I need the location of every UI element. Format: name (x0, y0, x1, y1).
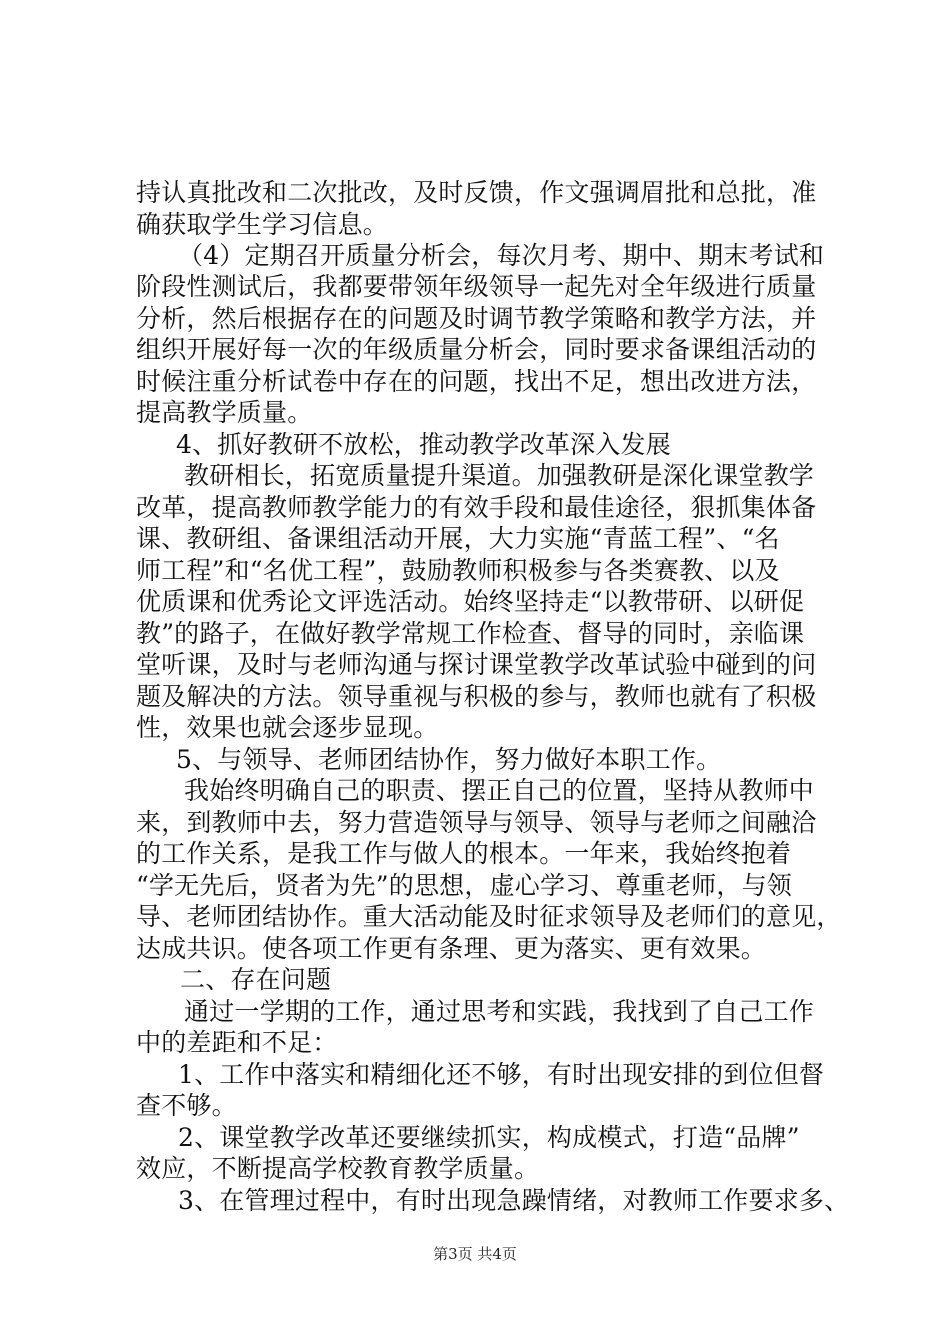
text-line: 组织开展好每一次的年级质量分析会，同时要求备课组活动的 (136, 335, 817, 364)
text-line: “学无先后，贤者为先”的思想，虚心学习、尊重老师，与领 (136, 871, 792, 900)
text-line: 中的差距和不足： (136, 1028, 338, 1057)
text-line: 达成共识。使各项工作更有条理、更为落实、更有效果。 (136, 934, 767, 963)
text-line: 优质课和优秀论文评选活动。始终坚持走“以教带研、以研促 (136, 587, 805, 616)
list-item: 1、工作中落实和精细化还不够，有时出现安排的到位但督 (178, 1060, 825, 1089)
text-line: 的工作关系，是我工作与做人的根本。一年来，我始终抱着 (136, 839, 792, 868)
text-line: 教研相长，拓宽质量提升渠道。加强教研是深化课堂教学 (184, 461, 815, 490)
text-line: 课、教研组、备课组活动开展，大力实施“青蓝工程”、“名 (136, 524, 780, 553)
text-line: 阶段性测试后，我都要带领年级领导一起先对全年级进行质量 (136, 272, 817, 301)
section-heading: 4、抓好教研不放松，推动教学改革深入发展 (176, 430, 671, 459)
text-line: 持认真批改和二次批改，及时反馈，作文强调眉批和总批，准 (136, 178, 817, 207)
section-heading: 5、与领导、老师团结协作，努力做好本职工作。 (176, 745, 722, 774)
text-line: 查不够。 (136, 1091, 237, 1120)
page-footer: 第3页 共4页 (433, 1245, 517, 1263)
text-line: （4）定期召开质量分析会，每次月考、期中、期末考试和 (178, 241, 825, 270)
text-line: 我始终明确自己的职责、摆正自己的位置，坚持从教师中 (184, 776, 815, 805)
text-line: 确获取学生学习信息。 (136, 210, 389, 239)
text-line: 师工程”和“名优工程”，鼓励教师积极参与各类赛教、以及 (136, 556, 780, 585)
text-line: 来，到教师中去，努力营造领导与领导、领导与老师之间融洽 (136, 808, 817, 837)
text-line: 通过一学期的工作，通过思考和实践，我找到了自己工作 (184, 997, 815, 1026)
text-line: 提高教学质量。 (136, 398, 313, 427)
text-line: 时候注重分析试卷中存在的问题，找出不足，想出改进方法， (136, 367, 817, 396)
text-line: 题及解决的方法。领导重视与积极的参与，教师也就有了积极 (136, 682, 817, 711)
list-item: 3、在管理过程中，有时出现急躁情绪，对教师工作要求多、 (178, 1186, 850, 1215)
text-line: 效应，不断提高学校教育教学质量。 (136, 1154, 540, 1183)
list-item: 2、课堂教学改革还要继续抓实，构成模式，打造“品牌” (178, 1123, 800, 1152)
text-line: 分析，然后根据存在的问题及时调节教学策略和教学方法，并 (136, 304, 817, 333)
text-line: 堂听课，及时与老师沟通与探讨课堂教学改革试验中碰到的问 (136, 650, 817, 679)
text-line: 性，效果也就会逐步显现。 (136, 713, 439, 742)
text-line: 教”的路子，在做好教学常规工作检查、督导的同时，亲临课 (136, 619, 805, 648)
section-heading: 二、存在问题 (180, 965, 332, 994)
text-line: 改革，提高教师教学能力的有效手段和最佳途径，狠抓集体备 (136, 493, 817, 522)
text-line: 导、老师团结协作。重大活动能及时征求领导及老师们的意见， (136, 902, 842, 931)
